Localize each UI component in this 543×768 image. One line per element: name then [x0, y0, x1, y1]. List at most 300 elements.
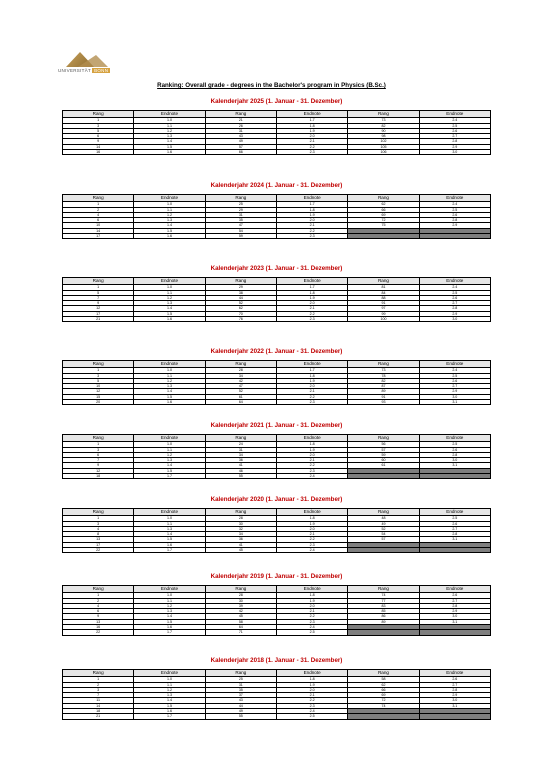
table-cell: 2.1 [276, 609, 347, 614]
table-cell: 2.1 [276, 306, 347, 311]
table-cell: 1.7 [134, 473, 205, 478]
table-cell: 2.9 [419, 144, 490, 149]
logo-box: BONN [94, 68, 109, 73]
table-cell: 2.8 [419, 452, 490, 457]
table-cell: 1 [63, 368, 134, 373]
table-cell: 3 [63, 123, 134, 128]
table-cell: 2.4 [276, 473, 347, 478]
table-cell: 1.0 [134, 442, 205, 447]
table-cell: 69 [348, 212, 419, 217]
table-cell: 42 [205, 378, 276, 383]
table-cell: 66 [205, 149, 276, 154]
table-cell: 1.8 [276, 677, 347, 682]
table-cell: 1 [63, 202, 134, 207]
table-cell: 83 [348, 603, 419, 608]
table-cell: 1.5 [134, 394, 205, 399]
table-cell: 46 [205, 468, 276, 473]
column-header: Rang [348, 509, 419, 516]
table-cell: 2.8 [419, 532, 490, 537]
table-cell: 58 [348, 677, 419, 682]
table-cell: 2.0 [276, 218, 347, 223]
table-cell: 62 [205, 306, 276, 311]
column-header: Endnote [134, 586, 205, 593]
column-header: Rang [63, 278, 134, 285]
table-cell: 1.2 [134, 452, 205, 457]
table-cell: 2.9 [419, 693, 490, 698]
table-cell: 59 [348, 452, 419, 457]
table-cell: 1.9 [276, 378, 347, 383]
column-header: Rang [205, 278, 276, 285]
table-cell: 2.3 [276, 468, 347, 473]
table-cell: 1.0 [134, 368, 205, 373]
table-cell: 2.1 [276, 693, 347, 698]
table-cell: 2.2 [276, 394, 347, 399]
table-cell: 44 [205, 295, 276, 300]
table-cell: 1.5 [134, 311, 205, 316]
table-cell: 3 [63, 521, 134, 526]
table-cell: 8 [63, 532, 134, 537]
table-header-row [63, 361, 491, 368]
table-cell: 1.9 [276, 598, 347, 603]
table-cell: 1.1 [134, 373, 205, 378]
table-cell: 11 [63, 698, 134, 703]
table-cell: 59 [205, 233, 276, 238]
table-cell: 3.0 [419, 458, 490, 463]
table-cell: 1.3 [134, 218, 205, 223]
table-cell: 69 [348, 693, 419, 698]
table-cell: 1.3 [134, 609, 205, 614]
table-cell: 2.3 [276, 149, 347, 154]
table-cell: 1.3 [134, 526, 205, 531]
table-cell: 16 [63, 149, 134, 154]
table-cell: 2.8 [419, 687, 490, 692]
table-cell: 2.3 [276, 619, 347, 624]
ranking-table [62, 110, 491, 155]
table-cell: 91 [348, 394, 419, 399]
table-cell: 48 [348, 516, 419, 521]
table-cell: 1.4 [134, 139, 205, 144]
table-cell: 44 [205, 703, 276, 708]
section-title: Kalenderjahr 2021 (1. Januar - 31. Dezember) [210, 422, 343, 429]
table-cell: 61 [348, 463, 419, 468]
table-cell [419, 714, 490, 719]
table-cell: 12 [63, 389, 134, 394]
table-cell: 1.6 [134, 708, 205, 713]
table-cell: 5 [63, 128, 134, 133]
table-cell: 1.9 [276, 447, 347, 452]
table-cell: 2.6 [419, 128, 490, 133]
table-cell: 2.9 [419, 223, 490, 228]
table-cell: 5 [63, 290, 134, 295]
table-cell: 2.6 [419, 677, 490, 682]
table-cell: 2.6 [419, 447, 490, 452]
column-header: Endnote [134, 509, 205, 516]
table-cell: 1.7 [134, 630, 205, 635]
table-cell: 4 [63, 212, 134, 217]
table-cell: 13 [63, 619, 134, 624]
table-cell: 1.8 [276, 516, 347, 521]
table-cell: 1.0 [134, 677, 205, 682]
table-cell: 1.6 [134, 316, 205, 321]
table-cell: 1.1 [134, 598, 205, 603]
table-cell: 1.1 [134, 290, 205, 295]
ranking-table [62, 434, 491, 479]
table-cell: 93 [348, 399, 419, 404]
table-cell: 6 [63, 609, 134, 614]
table-row [63, 399, 491, 404]
table-cell: 12 [63, 468, 134, 473]
table-cell: 3.0 [419, 394, 490, 399]
table-cell: 2.6 [419, 521, 490, 526]
table-cell: 1.7 [134, 714, 205, 719]
column-header: Endnote [276, 670, 347, 677]
table-cell: 1.1 [134, 123, 205, 128]
column-header: Rang [348, 586, 419, 593]
year-section [62, 97, 491, 155]
year-section [62, 347, 491, 405]
table-cell: 37 [205, 693, 276, 698]
table-cell: 39 [205, 603, 276, 608]
column-header: Endnote [276, 278, 347, 285]
table-cell: 1.7 [276, 285, 347, 290]
table-cell: 1.5 [134, 228, 205, 233]
table-cell: 2.5 [419, 123, 490, 128]
table-cell: 78 [348, 373, 419, 378]
table-cell: 2.4 [419, 368, 490, 373]
table-cell: 52 [205, 301, 276, 306]
table-cell: 1.2 [134, 212, 205, 217]
table-cell: 106 [348, 149, 419, 154]
table-cell: 2.7 [419, 301, 490, 306]
column-header: Endnote [134, 435, 205, 442]
ranking-table [62, 669, 491, 720]
table-cell: 2.1 [276, 223, 347, 228]
table-cell: 89 [348, 389, 419, 394]
table-row [63, 233, 491, 238]
table-cell: 2.3 [276, 542, 347, 547]
table-cell: 6 [63, 218, 134, 223]
table-row [63, 630, 491, 635]
table-cell: 2.4 [419, 285, 490, 290]
table-cell: 2.9 [419, 389, 490, 394]
table-cell: 56 [348, 442, 419, 447]
table-cell: 14 [63, 703, 134, 708]
table-row [63, 473, 491, 478]
year-section [62, 572, 491, 636]
table-cell: 2.1 [276, 532, 347, 537]
ranking-table [62, 277, 491, 322]
table-cell: 1.2 [134, 603, 205, 608]
table-cell: 1.4 [134, 463, 205, 468]
table-header-row [63, 195, 491, 202]
table-cell: 55 [205, 714, 276, 719]
table-cell: 82 [348, 378, 419, 383]
table-cell: 2.2 [276, 614, 347, 619]
table-cell: 1.6 [134, 624, 205, 629]
table-cell: 105 [348, 144, 419, 149]
table-cell: 2.0 [276, 134, 347, 139]
table-cell: 17 [63, 233, 134, 238]
table-cell: 1.6 [134, 399, 205, 404]
table-cell: 35 [205, 218, 276, 223]
table-cell: 2.0 [276, 603, 347, 608]
table-cell: 1.2 [134, 295, 205, 300]
table-cell [419, 473, 490, 478]
table-cell: 2.2 [276, 463, 347, 468]
table-cell: 15 [63, 394, 134, 399]
table-cell: 90 [348, 128, 419, 133]
table-cell: 38 [205, 290, 276, 295]
table-cell: 89 [348, 619, 419, 624]
university-logo [58, 52, 128, 76]
column-header: Rang [63, 586, 134, 593]
table-cell: 66 [348, 207, 419, 212]
table-cell: 1.4 [134, 306, 205, 311]
table-cell: 1.4 [134, 532, 205, 537]
table-cell: 3.1 [419, 537, 490, 542]
table-cell: 1.3 [134, 693, 205, 698]
table-cell: 2.5 [419, 516, 490, 521]
table-cell: 1.2 [134, 687, 205, 692]
table-cell: 22 [63, 547, 134, 552]
column-header: Rang [63, 670, 134, 677]
table-cell: 2.0 [276, 687, 347, 692]
table-cell: 2.4 [276, 624, 347, 629]
table-cell: 1.8 [276, 123, 347, 128]
table-cell: 1.0 [134, 593, 205, 598]
column-header: Endnote [419, 361, 490, 368]
table-cell: 71 [205, 630, 276, 635]
table-cell: 2.7 [419, 134, 490, 139]
column-header: Endnote [134, 278, 205, 285]
table-cell: 3.1 [419, 399, 490, 404]
table-cell: 29 [205, 285, 276, 290]
table-cell: 7 [63, 693, 134, 698]
table-cell: 2.8 [419, 139, 490, 144]
table-cell: 102 [348, 139, 419, 144]
table-cell: 2.2 [276, 144, 347, 149]
table-cell [419, 233, 490, 238]
ranking-table [62, 585, 491, 636]
table-header-row [63, 278, 491, 285]
table-cell: 74 [348, 593, 419, 598]
table-cell: 10 [63, 384, 134, 389]
column-header: Rang [205, 509, 276, 516]
table-cell: 1.5 [134, 619, 205, 624]
table-cell: 61 [205, 394, 276, 399]
table-cell: 24 [205, 442, 276, 447]
column-header: Rang [348, 670, 419, 677]
section-title: Kalenderjahr 2018 (1. Januar - 31. Dezember) [210, 657, 343, 664]
table-cell: 47 [205, 223, 276, 228]
table-cell: 52 [348, 526, 419, 531]
table-cell: 2.3 [276, 316, 347, 321]
table-cell: 1.1 [134, 447, 205, 452]
table-cell: 1.8 [276, 593, 347, 598]
column-header: Rang [63, 111, 134, 118]
table-cell: 36 [205, 458, 276, 463]
table-cell: 1 [63, 677, 134, 682]
table-cell: 76 [205, 316, 276, 321]
table-cell: 1.3 [134, 301, 205, 306]
table-cell: 2.5 [276, 630, 347, 635]
column-header: Rang [348, 111, 419, 118]
table-cell: 99 [348, 311, 419, 316]
column-header: Endnote [276, 195, 347, 202]
year-section [62, 264, 491, 322]
year-section [62, 656, 491, 720]
table-cell: 82 [348, 123, 419, 128]
table-cell: 14 [63, 144, 134, 149]
table-cell: 31 [205, 128, 276, 133]
table-cell: 18 [63, 473, 134, 478]
year-section [62, 421, 491, 479]
table-row [63, 714, 491, 719]
column-header: Rang [63, 195, 134, 202]
column-header: Endnote [134, 361, 205, 368]
table-cell: 1.6 [134, 233, 205, 238]
table-cell: 70 [205, 311, 276, 316]
table-cell: 1.4 [134, 223, 205, 228]
column-header: Rang [205, 111, 276, 118]
table-cell: 57 [348, 447, 419, 452]
table-cell: 1.8 [276, 290, 347, 295]
table-cell: 3.1 [419, 463, 490, 468]
table-cell: 9 [63, 139, 134, 144]
table-cell: 4 [63, 603, 134, 608]
table-cell: 97 [348, 306, 419, 311]
table-cell: 2.4 [419, 202, 490, 207]
year-section [62, 181, 491, 239]
table-cell: 1.5 [134, 468, 205, 473]
table-cell: 84 [348, 290, 419, 295]
table-cell: 28 [205, 368, 276, 373]
ranking-table [62, 360, 491, 405]
table-cell: 7 [63, 295, 134, 300]
table-cell: 2.7 [419, 526, 490, 531]
table-cell: 54 [205, 228, 276, 233]
logo-wordmark: UNIVERSITÄT [58, 68, 92, 73]
column-header: Endnote [134, 111, 205, 118]
table-cell [419, 547, 490, 552]
table-cell: 2.2 [276, 228, 347, 233]
table-cell: 3 [63, 373, 134, 378]
table-cell: 2.5 [419, 373, 490, 378]
table-cell: 49 [205, 708, 276, 713]
column-header: Rang [63, 509, 134, 516]
table-cell: 57 [205, 144, 276, 149]
table-cell: 2.1 [276, 458, 347, 463]
table-cell: 87 [348, 384, 419, 389]
table-cell: 9 [63, 301, 134, 306]
table-cell: 34 [205, 452, 276, 457]
table-cell: 3.0 [419, 698, 490, 703]
table-cell: 1.5 [134, 703, 205, 708]
table-cell: 3.1 [419, 703, 490, 708]
table-cell [348, 714, 419, 719]
table-header-row [63, 435, 491, 442]
table-cell: 77 [348, 598, 419, 603]
table-cell: 91 [348, 301, 419, 306]
table-cell: 1.8 [276, 207, 347, 212]
table-cell: 62 [348, 202, 419, 207]
column-header: Endnote [419, 509, 490, 516]
table-cell: 21 [63, 714, 134, 719]
table-cell: 2.6 [419, 378, 490, 383]
table-cell: 2.3 [276, 399, 347, 404]
table-cell: 2.7 [419, 682, 490, 687]
table-cell: 36 [205, 537, 276, 542]
table-cell: 2.0 [276, 301, 347, 306]
table-cell: 42 [205, 609, 276, 614]
table-cell: 31 [205, 212, 276, 217]
column-header: Endnote [419, 111, 490, 118]
table-cell: 2.8 [419, 603, 490, 608]
table-cell: 1.1 [134, 682, 205, 687]
table-cell [348, 630, 419, 635]
table-cell: 2.6 [419, 212, 490, 217]
table-row [63, 149, 491, 154]
column-header: Rang [205, 195, 276, 202]
table-cell: 30 [205, 521, 276, 526]
year-section [62, 495, 491, 553]
table-cell: 2.2 [276, 311, 347, 316]
table-cell: 2 [63, 598, 134, 603]
table-cell: 1.2 [134, 128, 205, 133]
logo-text [58, 68, 110, 73]
table-cell: 2.5 [419, 207, 490, 212]
table-cell: 2.1 [276, 389, 347, 394]
table-cell: 2.4 [276, 547, 347, 552]
table-cell: 2.1 [276, 139, 347, 144]
table-cell: 1.8 [276, 442, 347, 447]
column-header: Rang [205, 586, 276, 593]
table-cell: 1.6 [134, 542, 205, 547]
table-cell: 1.1 [134, 521, 205, 526]
table-cell [348, 233, 419, 238]
table-cell: 2.9 [419, 311, 490, 316]
column-header: Rang [205, 435, 276, 442]
table-cell: 2.4 [419, 118, 490, 123]
table-cell: 73 [348, 368, 419, 373]
table-cell: 1 [63, 442, 134, 447]
column-header: Rang [205, 361, 276, 368]
table-cell: 1.5 [134, 144, 205, 149]
table-cell: 1.0 [134, 516, 205, 521]
table-cell: 43 [205, 134, 276, 139]
table-cell: 1 [63, 285, 134, 290]
table-cell: 41 [205, 542, 276, 547]
table-cell: 21 [63, 316, 134, 321]
table-cell: 88 [348, 295, 419, 300]
column-header: Endnote [276, 361, 347, 368]
column-header: Rang [348, 278, 419, 285]
table-cell: 2.3 [276, 703, 347, 708]
table-cell: 3.0 [419, 614, 490, 619]
table-cell: 13 [63, 537, 134, 542]
table-cell: 2.5 [276, 714, 347, 719]
table-cell: 72 [348, 698, 419, 703]
table-cell: 3 [63, 687, 134, 692]
table-cell: 1.9 [276, 521, 347, 526]
column-header: Endnote [276, 111, 347, 118]
table-header-row [63, 670, 491, 677]
table-cell: 2.4 [276, 708, 347, 713]
table-cell: 72 [348, 218, 419, 223]
table-cell: 52 [205, 389, 276, 394]
table-cell: 1.8 [276, 373, 347, 378]
table-header-row [63, 586, 491, 593]
